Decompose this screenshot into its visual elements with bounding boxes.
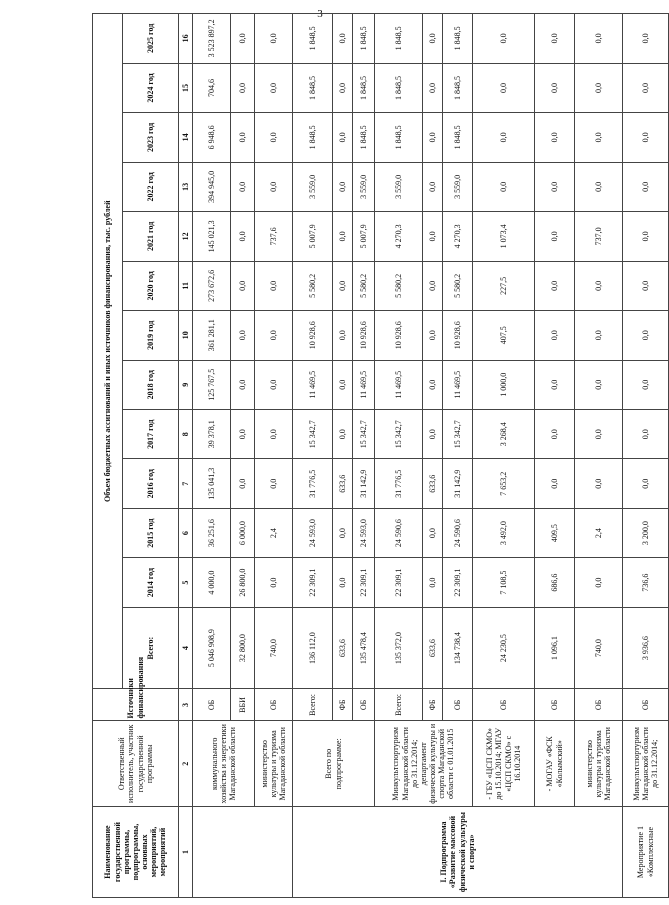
year-value-cell: 0,0 [423, 508, 443, 557]
column-number-row [179, 14, 193, 898]
year-value-cell: 10 928,6 [353, 311, 375, 360]
year-value-cell: 5 580,2 [443, 261, 473, 310]
year-value-cell: 0,0 [535, 311, 575, 360]
executor-cell: - МОГАУ «ФСК «Колымский» [535, 721, 575, 807]
year-value-cell: 24 593,0 [293, 508, 333, 557]
total-value-cell: 134 738,4 [443, 607, 473, 689]
column-number: 4 [179, 607, 193, 689]
year-value-cell: 409,5 [535, 508, 575, 557]
year-value-cell: 0,0 [423, 360, 443, 409]
executor-cell: министерство культуры и туризма Магаданской области [575, 721, 623, 807]
year-value-cell: 0,0 [623, 212, 669, 261]
year-value-cell: 22 309,1 [293, 558, 333, 607]
year-value-cell: 31 142,9 [443, 459, 473, 508]
executor-cell: Минкультспортуризм Магаданской области до 31.12.2014; департамент физической культуры и спорта Магаданской области с 01.01.2015 [375, 721, 473, 807]
table-row [293, 14, 333, 898]
year-value-cell: 24 590,6 [375, 508, 423, 557]
year-value-cell: 1 000,0 [473, 360, 535, 409]
column-number: 8 [179, 409, 193, 458]
year-value-cell: 2,4 [575, 508, 623, 557]
year-value-cell: 3 492,0 [473, 508, 535, 557]
year-value-cell: 0,0 [623, 162, 669, 211]
program-name-cell [193, 807, 293, 898]
year-value-cell: 3 559,0 [375, 162, 423, 211]
year-value-cell: 0,0 [535, 212, 575, 261]
year-value-cell: 0,0 [623, 459, 669, 508]
year-value-cell: 5 580,2 [375, 261, 423, 310]
year-value-cell: 0,0 [423, 311, 443, 360]
total-value-cell: 740,0 [575, 607, 623, 689]
table-row [623, 14, 669, 898]
column-number: 13 [179, 162, 193, 211]
year-value-cell: 135 041,3 [193, 459, 231, 508]
year-value-cell: 11 469,5 [375, 360, 423, 409]
header-year: 2024 год [123, 63, 179, 112]
year-value-cell: 15 342,7 [353, 409, 375, 458]
year-value-cell: 6 948,6 [193, 113, 231, 162]
column-number: 15 [179, 63, 193, 112]
year-value-cell: 0,0 [535, 360, 575, 409]
header-year: 2016 год [123, 459, 179, 508]
header-col3: Источники финансирования [93, 689, 179, 721]
year-value-cell: 0,0 [231, 63, 255, 112]
year-value-cell: 1 848,5 [353, 63, 375, 112]
year-value-cell: 0,0 [623, 409, 669, 458]
year-value-cell: 5 007,9 [353, 212, 375, 261]
header-year: 2022 год [123, 162, 179, 211]
year-value-cell: 31 776,5 [293, 459, 333, 508]
column-number: 11 [179, 261, 193, 310]
executor-cell: - ГБУ «ЦСП СКМО» до 15.10.2014; МГАУ «ЦСП СКМО» с 16.10.2014 [473, 721, 535, 807]
year-value-cell: 7 108,5 [473, 558, 535, 607]
year-value-cell: 0,0 [333, 162, 353, 211]
header-year: 2017 год [123, 409, 179, 458]
year-value-cell: 5 007,9 [293, 212, 333, 261]
year-value-cell: 26 800,0 [231, 558, 255, 607]
year-value-cell: 0,0 [255, 409, 293, 458]
total-value-cell: 3 936,6 [623, 607, 669, 689]
header-year: 2020 год [123, 261, 179, 310]
year-value-cell: 0,0 [333, 212, 353, 261]
header-funding: Объем бюджетных ассигнований и иных источников финансирования, тыс. рублей [93, 14, 123, 689]
header-year: 2015 год [123, 508, 179, 557]
year-value-cell: 0,0 [333, 261, 353, 310]
column-number: 3 [179, 689, 193, 721]
table-body [93, 14, 669, 898]
year-value-cell: 0,0 [423, 212, 443, 261]
funding-table [92, 13, 669, 898]
total-value-cell: 136 112,0 [293, 607, 333, 689]
year-value-cell: 31 776,5 [375, 459, 423, 508]
year-value-cell: 24 593,0 [353, 508, 375, 557]
year-value-cell: 15 342,7 [443, 409, 473, 458]
column-number: 9 [179, 360, 193, 409]
year-value-cell: 10 928,6 [443, 311, 473, 360]
year-value-cell: 0,0 [535, 14, 575, 64]
year-value-cell: 3 523 897,2 [193, 14, 231, 64]
year-value-cell: 0,0 [423, 162, 443, 211]
year-value-cell: 125 767,5 [193, 360, 231, 409]
year-value-cell: 273 672,6 [193, 261, 231, 310]
year-value-cell: 3 559,0 [443, 162, 473, 211]
year-value-cell: 736,6 [623, 558, 669, 607]
year-value-cell: 11 469,5 [293, 360, 333, 409]
year-value-cell: 1 073,4 [473, 212, 535, 261]
year-value-cell: 0,0 [623, 261, 669, 310]
year-value-cell: 0,0 [231, 162, 255, 211]
executor-cell: Минкультспортуризм Магаданской области до 31.12.2014; [623, 721, 669, 807]
year-value-cell: 0,0 [535, 113, 575, 162]
year-value-cell: 22 309,1 [443, 558, 473, 607]
column-number: 1 [179, 807, 193, 898]
executor-cell: коммунального хозяйства и энергетики Магаданской области [193, 721, 255, 807]
year-value-cell: 0,0 [333, 360, 353, 409]
year-value-cell: 0,0 [231, 409, 255, 458]
year-value-cell: 0,0 [255, 311, 293, 360]
year-value-cell: 0,0 [231, 360, 255, 409]
column-number: 14 [179, 113, 193, 162]
year-value-cell: 0,0 [255, 14, 293, 64]
year-value-cell: 1 848,5 [443, 14, 473, 64]
table-row [255, 14, 293, 898]
year-value-cell: 31 142,9 [353, 459, 375, 508]
year-value-cell: 3 559,0 [353, 162, 375, 211]
year-value-cell: 0,0 [623, 113, 669, 162]
year-value-cell: 0,0 [575, 63, 623, 112]
year-value-cell: 1 848,5 [375, 63, 423, 112]
year-value-cell: 0,0 [535, 162, 575, 211]
year-value-cell: 361 281,1 [193, 311, 231, 360]
table-row [575, 14, 623, 898]
source-cell: Всего: [375, 689, 423, 721]
year-value-cell: 0,0 [255, 459, 293, 508]
column-number: 7 [179, 459, 193, 508]
header-col2: Ответственный исполнитель, участник государственной программы [93, 721, 179, 807]
year-value-cell: 1 848,5 [293, 14, 333, 64]
year-value-cell: 0,0 [623, 63, 669, 112]
year-value-cell: 0,0 [231, 14, 255, 64]
table-row [193, 14, 231, 898]
year-value-cell: 15 342,7 [293, 409, 333, 458]
rotated-table-container [92, 13, 660, 898]
source-cell: ОБ [255, 689, 293, 721]
year-value-cell: 1 848,5 [443, 113, 473, 162]
year-value-cell: 10 928,6 [293, 311, 333, 360]
year-value-cell: 0,0 [231, 113, 255, 162]
year-value-cell: 0,0 [333, 409, 353, 458]
year-value-cell: 0,0 [255, 261, 293, 310]
column-number: 2 [179, 721, 193, 807]
year-value-cell: 0,0 [333, 508, 353, 557]
column-number: 6 [179, 508, 193, 557]
year-value-cell: 0,0 [623, 311, 669, 360]
page-number: 3 [317, 8, 323, 20]
year-value-cell: 0,0 [333, 558, 353, 607]
source-cell: ОБ [535, 689, 575, 721]
column-number: 10 [179, 311, 193, 360]
year-value-cell: 0,0 [255, 558, 293, 607]
year-value-cell: 5 580,2 [293, 261, 333, 310]
year-value-cell: 0,0 [473, 162, 535, 211]
year-value-cell: 1 848,5 [353, 113, 375, 162]
year-value-cell: 686,6 [535, 558, 575, 607]
year-value-cell: 0,0 [231, 261, 255, 310]
year-value-cell: 3 200,0 [623, 508, 669, 557]
program-name-cell: I. Подпрограмма «Развитие массовой физической культуры и спорта» [293, 807, 623, 898]
table-row [535, 14, 575, 898]
year-value-cell: 0,0 [535, 459, 575, 508]
source-cell: ФБ [333, 689, 353, 721]
year-value-cell: 0,0 [473, 14, 535, 64]
year-value-cell: 0,0 [333, 113, 353, 162]
total-value-cell: 32 800,0 [231, 607, 255, 689]
source-cell: ОБ [443, 689, 473, 721]
year-value-cell: 3 268,4 [473, 409, 535, 458]
year-value-cell: 0,0 [423, 113, 443, 162]
year-value-cell: 0,0 [575, 261, 623, 310]
header-total: Всего: [123, 607, 179, 689]
year-value-cell: 5 580,2 [353, 261, 375, 310]
year-value-cell: 633,6 [423, 459, 443, 508]
year-value-cell: 6 000,0 [231, 508, 255, 557]
total-value-cell: 633,6 [333, 607, 353, 689]
year-value-cell: 22 309,1 [375, 558, 423, 607]
year-value-cell: 0,0 [575, 360, 623, 409]
year-value-cell: 633,6 [333, 459, 353, 508]
header-year: 2021 год [123, 212, 179, 261]
source-cell: ОБ [473, 689, 535, 721]
year-value-cell: 0,0 [423, 409, 443, 458]
header-year: 2023 год [123, 113, 179, 162]
header-year: 2025 год [123, 14, 179, 64]
header-year: 2014 год [123, 558, 179, 607]
year-value-cell: 36 251,6 [193, 508, 231, 557]
year-value-cell: 0,0 [535, 409, 575, 458]
year-value-cell: 145 021,3 [193, 212, 231, 261]
year-value-cell: 0,0 [575, 558, 623, 607]
year-value-cell: 2,4 [255, 508, 293, 557]
header-year: 2019 год [123, 311, 179, 360]
year-value-cell: 0,0 [575, 409, 623, 458]
column-number: 16 [179, 14, 193, 64]
year-value-cell: 7 653,2 [473, 459, 535, 508]
executor-cell: министерство культуры и туризма Магаданской области [255, 721, 293, 807]
year-value-cell: 1 848,5 [375, 14, 423, 64]
year-value-cell: 10 928,6 [375, 311, 423, 360]
program-name-cell: Мероприятие 1 «Комплексные [623, 807, 669, 898]
total-value-cell: 5 046 908,9 [193, 607, 231, 689]
source-cell: Всего: [293, 689, 333, 721]
year-value-cell: 0,0 [255, 360, 293, 409]
year-value-cell: 704,6 [193, 63, 231, 112]
header-year: 2018 год [123, 360, 179, 409]
year-value-cell: 394 945,0 [193, 162, 231, 211]
year-value-cell: 0,0 [231, 459, 255, 508]
year-value-cell: 0,0 [575, 459, 623, 508]
year-value-cell: 0,0 [575, 14, 623, 64]
year-value-cell: 0,0 [333, 63, 353, 112]
year-value-cell: 0,0 [423, 261, 443, 310]
source-cell: ОБ [353, 689, 375, 721]
table-row [473, 14, 535, 898]
year-value-cell: 0,0 [423, 14, 443, 64]
year-value-cell: 0,0 [333, 14, 353, 64]
year-value-cell: 0,0 [231, 311, 255, 360]
year-value-cell: 39 378,1 [193, 409, 231, 458]
year-value-cell: 0,0 [231, 212, 255, 261]
year-value-cell: 1 848,5 [353, 14, 375, 64]
source-cell: ОБ [193, 689, 231, 721]
year-value-cell: 11 469,5 [443, 360, 473, 409]
year-value-cell: 0,0 [255, 113, 293, 162]
total-value-cell: 740,0 [255, 607, 293, 689]
column-number: 12 [179, 212, 193, 261]
year-value-cell: 3 559,0 [293, 162, 333, 211]
year-value-cell: 0,0 [535, 63, 575, 112]
column-number: 5 [179, 558, 193, 607]
total-value-cell: 1 096,1 [535, 607, 575, 689]
year-value-cell: 1 848,5 [293, 113, 333, 162]
year-value-cell: 22 309,1 [353, 558, 375, 607]
year-value-cell: 0,0 [575, 113, 623, 162]
year-value-cell: 0,0 [623, 14, 669, 64]
year-value-cell: 407,5 [473, 311, 535, 360]
header-col1: Наименование государственной программы, подпрограммы, основных мероприятий, мероприятий [93, 807, 179, 898]
table-row [375, 14, 423, 898]
year-value-cell: 15 342,7 [375, 409, 423, 458]
year-value-cell: 0,0 [473, 113, 535, 162]
year-value-cell: 4 000,0 [193, 558, 231, 607]
year-value-cell: 11 469,5 [353, 360, 375, 409]
source-cell: ОБ [623, 689, 669, 721]
year-value-cell: 1 848,5 [443, 63, 473, 112]
source-cell: ВБИ [231, 689, 255, 721]
year-value-cell: 24 590,6 [443, 508, 473, 557]
year-value-cell: 0,0 [575, 311, 623, 360]
year-value-cell: 737,0 [575, 212, 623, 261]
year-value-cell: 0,0 [623, 360, 669, 409]
year-value-cell: 4 270,3 [443, 212, 473, 261]
year-value-cell: 1 848,5 [375, 113, 423, 162]
year-value-cell: 0,0 [423, 558, 443, 607]
executor-cell: Всего по подпрограмме: [293, 721, 375, 807]
year-value-cell: 0,0 [535, 261, 575, 310]
source-cell: ФБ [423, 689, 443, 721]
header-row-top [93, 14, 123, 898]
year-value-cell: 0,0 [255, 162, 293, 211]
total-value-cell: 135 478,4 [353, 607, 375, 689]
year-value-cell: 0,0 [575, 162, 623, 211]
year-value-cell: 0,0 [255, 63, 293, 112]
total-value-cell: 24 230,5 [473, 607, 535, 689]
total-value-cell: 633,6 [423, 607, 443, 689]
year-value-cell: 737,6 [255, 212, 293, 261]
year-value-cell: 227,5 [473, 261, 535, 310]
year-value-cell: 1 848,5 [293, 63, 333, 112]
year-value-cell: 0,0 [333, 311, 353, 360]
year-value-cell: 0,0 [423, 63, 443, 112]
total-value-cell: 135 372,0 [375, 607, 423, 689]
year-value-cell: 0,0 [473, 63, 535, 112]
year-value-cell: 4 270,3 [375, 212, 423, 261]
source-cell: ОБ [575, 689, 623, 721]
